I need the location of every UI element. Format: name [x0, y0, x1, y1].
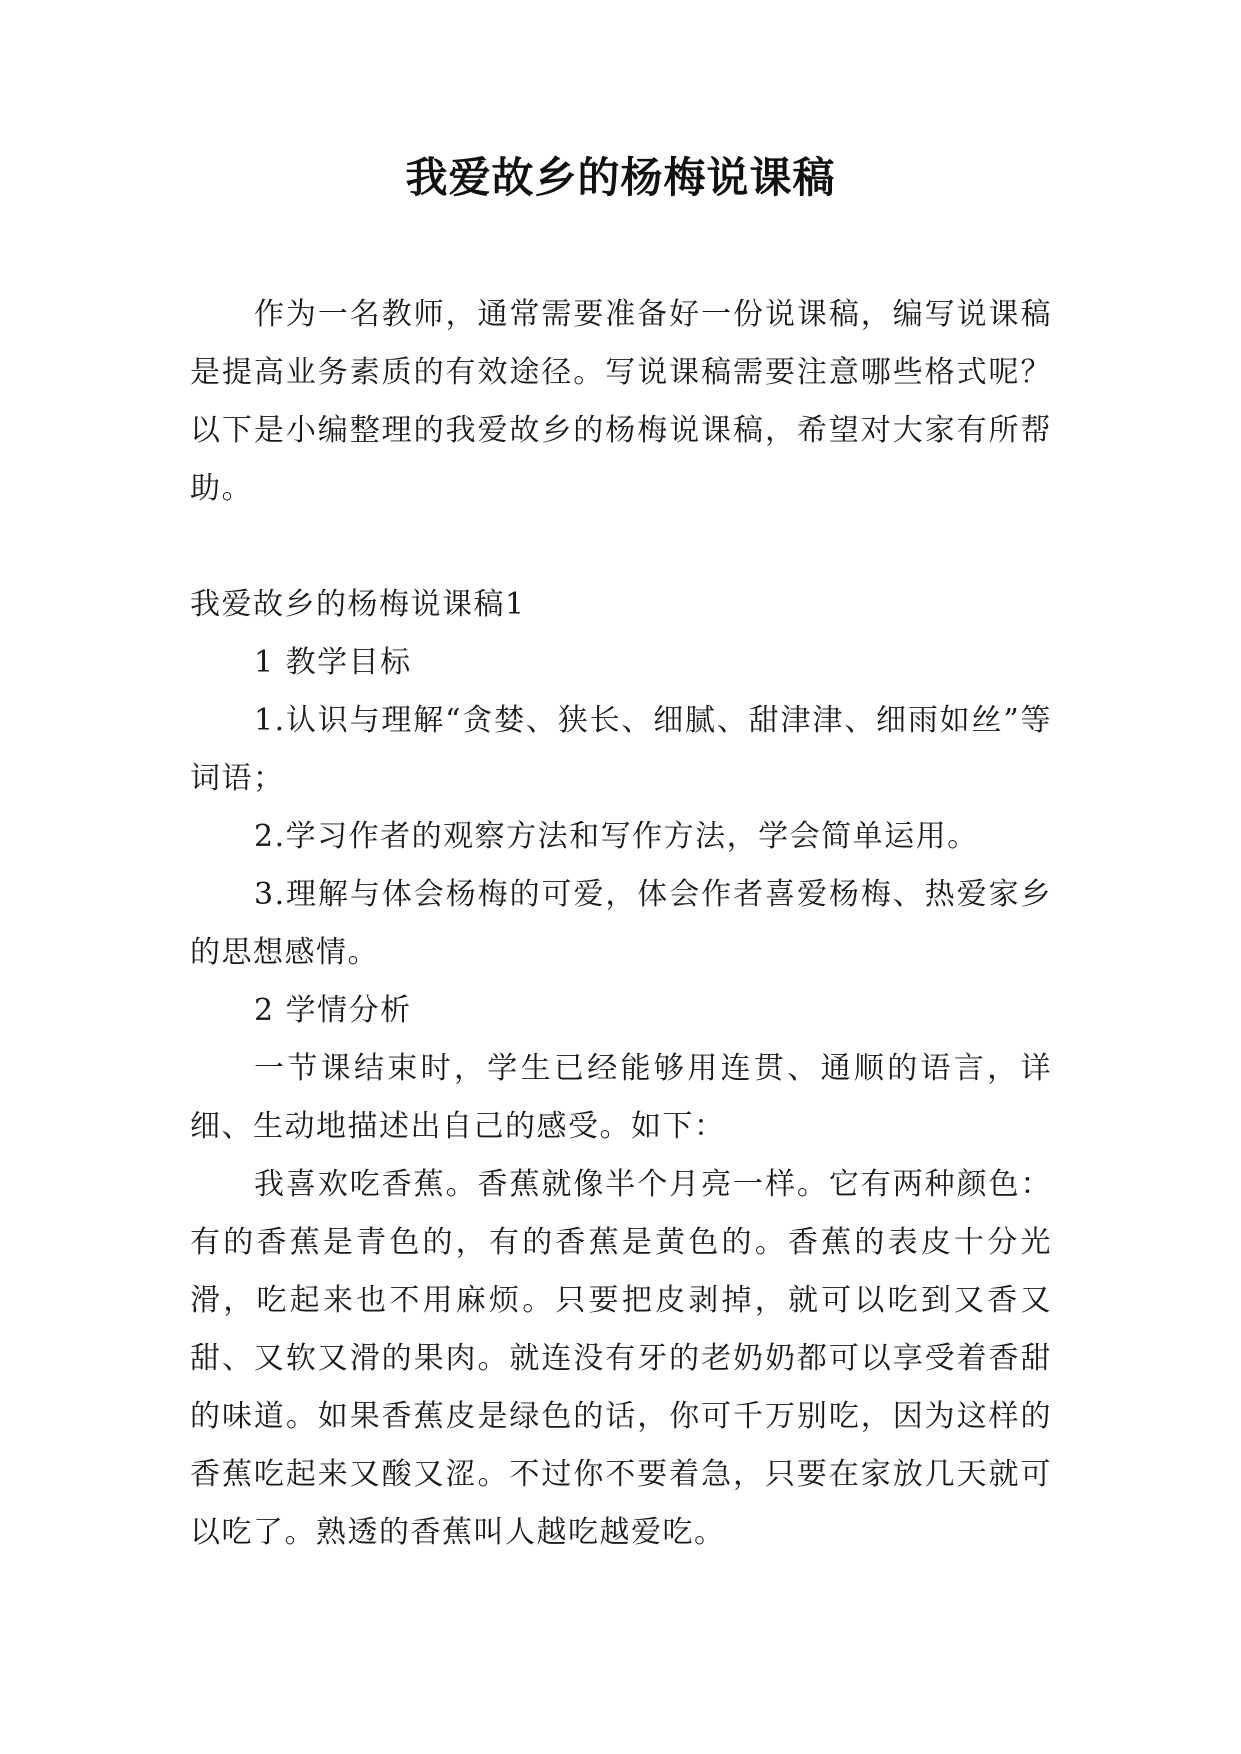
document-body: [190, 286, 1052, 1562]
intro-paragraph: 作为一名教师，通常需要准备好一份说课稿，编写说课稿是提高业务素质的有效途径。写说课稿需要注意哪些格式呢？以下是小编整理的我爱故乡的杨梅说课稿，希望对大家有所帮助。: [190, 297, 1052, 506]
goal-item-2: 2.学习作者的观察方法和写作方法，学会简单运用。: [254, 819, 979, 854]
goal-item-1: 1.认识与理解“贪婪、狭长、细腻、甜津津、细雨如丝”等词语；: [190, 703, 1052, 796]
goal-item-3: 3.理解与体会杨梅的可爱，体会作者喜爱杨梅、热爱家乡的思想感情。: [190, 877, 1052, 970]
section-title: 我爱故乡的杨梅说课稿1: [190, 587, 526, 622]
heading-student-analysis: 2 学情分析: [254, 993, 412, 1028]
heading-teaching-goals: 1 教学目标: [254, 645, 412, 680]
analysis-paragraph: 一节课结束时，学生已经能够用连贯、通顺的语言，详细、生动地描述出自己的感受。如下：: [190, 1051, 1052, 1144]
example-paragraph: 我喜欢吃香蕉。香蕉就像半个月亮一样。它有两种颜色：有的香蕉是青色的，有的香蕉是黄色的。香蕉的表皮十分光滑，吃起来也不用麻烦。只要把皮剥掉，就可以吃到又香又甜、又软又滑的果肉。就连没有牙的老奶奶都可以享受着香甜的味道。如果香蕉皮是绿色的话，你可千万别吃，因为这样的香蕉吃起来又酸又涩。不过你不要着急，只要在家放几天就可以吃了。熟透的香蕉叫人越吃越爱吃。: [190, 1167, 1052, 1550]
document-title: 我爱故乡的杨梅说课稿: [405, 153, 836, 202]
